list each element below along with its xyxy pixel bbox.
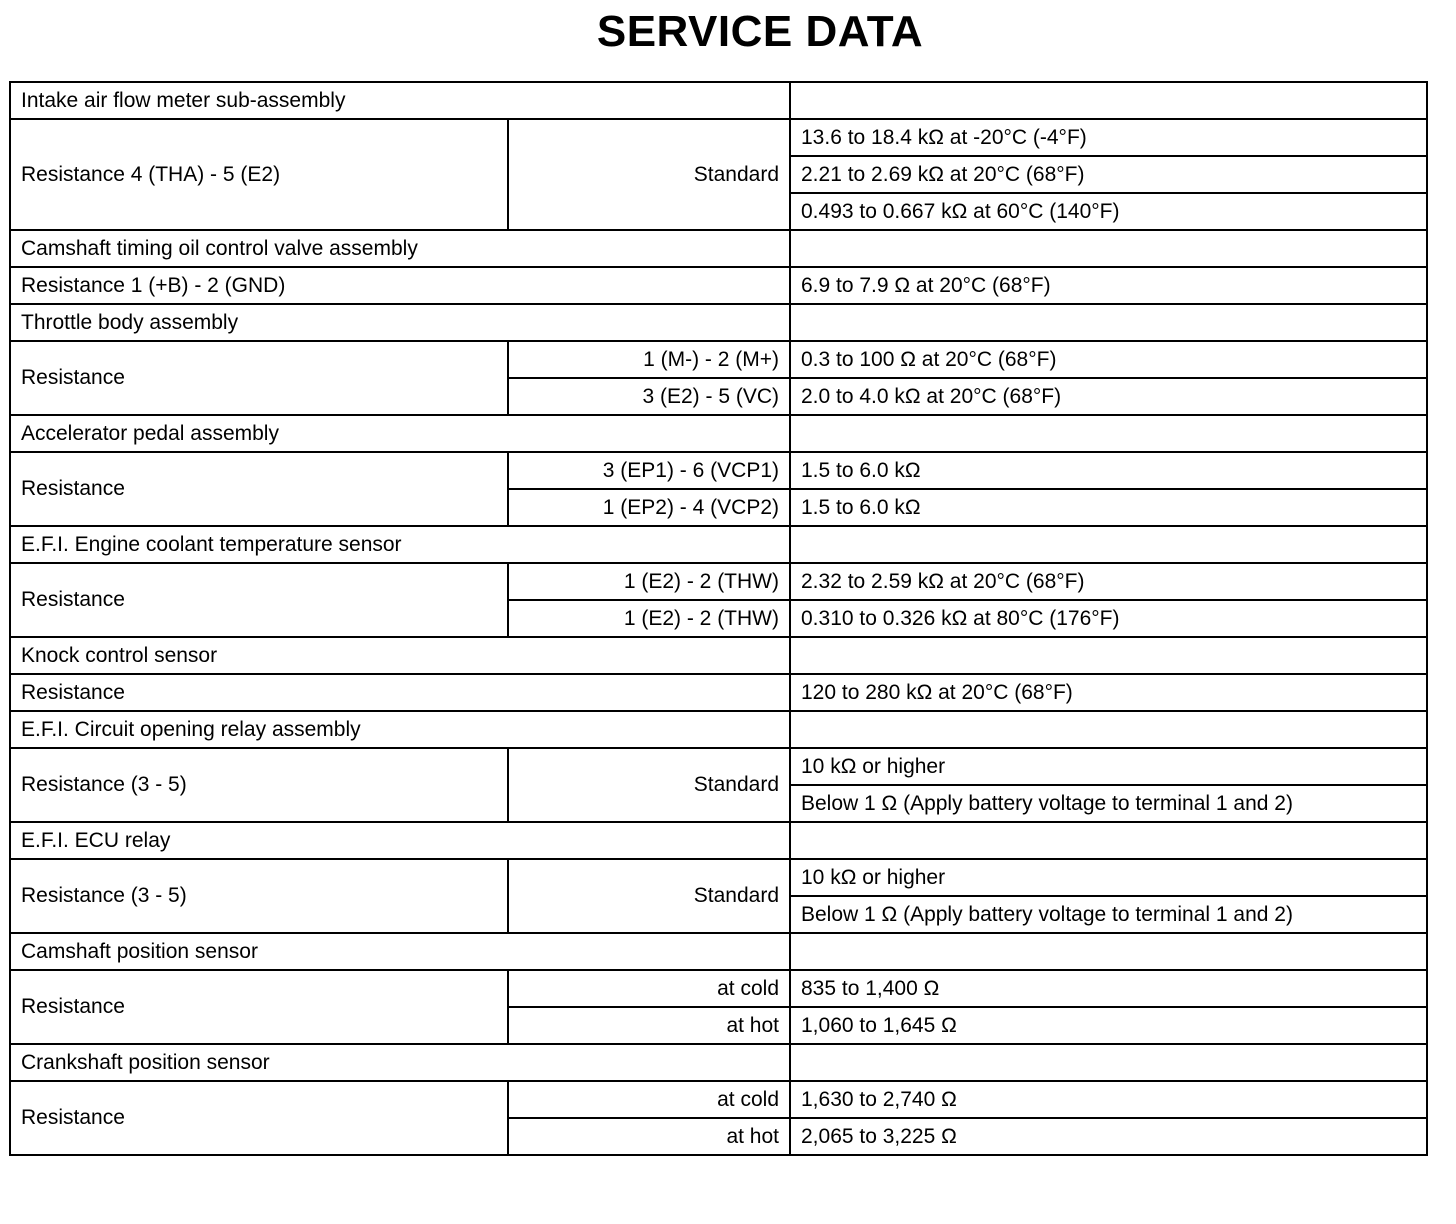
spec-terminals: 1 (E2) - 2 (THW): [508, 563, 790, 600]
spec-label: Resistance: [10, 452, 508, 526]
spec-row: [10, 970, 1427, 1007]
spec-row: [10, 341, 1427, 378]
spec-value: 1,060 to 1,645 Ω: [790, 1007, 1427, 1044]
section-value-empty: [790, 822, 1427, 859]
section-row: [10, 822, 1427, 859]
section-value-empty: [790, 1044, 1427, 1081]
spec-value: 10 kΩ or higher: [790, 859, 1427, 896]
section-row: [10, 82, 1427, 119]
spec-value: Below 1 Ω (Apply battery voltage to terminal 1 and 2): [790, 896, 1427, 933]
spec-row: [10, 1081, 1427, 1118]
section-value-empty: [790, 415, 1427, 452]
spec-label: Resistance (3 - 5): [10, 748, 508, 822]
spec-terminals: 3 (EP1) - 6 (VCP1): [508, 452, 790, 489]
section-label: Intake air flow meter sub-assembly: [10, 82, 790, 119]
section-label: Camshaft position sensor: [10, 933, 790, 970]
spec-value: 1.5 to 6.0 kΩ: [790, 489, 1427, 526]
section-label: E.F.I. Circuit opening relay assembly: [10, 711, 790, 748]
spec-label: Resistance: [10, 563, 508, 637]
spec-value: 835 to 1,400 Ω: [790, 970, 1427, 1007]
spec-row: [10, 859, 1427, 896]
spec-terminals: at hot: [508, 1118, 790, 1155]
section-label: Knock control sensor: [10, 637, 790, 674]
section-label: Throttle body assembly: [10, 304, 790, 341]
spec-condition: Standard: [508, 748, 790, 822]
spec-row: [10, 267, 1427, 304]
spec-row: [10, 748, 1427, 785]
spec-terminals: at hot: [508, 1007, 790, 1044]
spec-value: 0.3 to 100 Ω at 20°C (68°F): [790, 341, 1427, 378]
spec-label: Resistance: [10, 970, 508, 1044]
section-row: [10, 1044, 1427, 1081]
section-label: Crankshaft position sensor: [10, 1044, 790, 1081]
spec-label: Resistance: [10, 341, 508, 415]
spec-label: Resistance 4 (THA) - 5 (E2): [10, 119, 508, 230]
spec-label: Resistance: [10, 1081, 508, 1155]
section-value-empty: [790, 304, 1427, 341]
spec-row: [10, 674, 1427, 711]
spec-value: 1.5 to 6.0 kΩ: [790, 452, 1427, 489]
section-row: [10, 230, 1427, 267]
spec-terminals: 1 (EP2) - 4 (VCP2): [508, 489, 790, 526]
section-label: E.F.I. Engine coolant temperature sensor: [10, 526, 790, 563]
section-label: Accelerator pedal assembly: [10, 415, 790, 452]
section-row: [10, 415, 1427, 452]
spec-terminals: 1 (M-) - 2 (M+): [508, 341, 790, 378]
section-row: [10, 933, 1427, 970]
spec-value: 2.32 to 2.59 kΩ at 20°C (68°F): [790, 563, 1427, 600]
section-value-empty: [790, 711, 1427, 748]
section-row: [10, 304, 1427, 341]
spec-value: 2,065 to 3,225 Ω: [790, 1118, 1427, 1155]
service-data-table-body: [10, 82, 1427, 1155]
spec-value: 1,630 to 2,740 Ω: [790, 1081, 1427, 1118]
spec-terminals: 1 (E2) - 2 (THW): [508, 600, 790, 637]
section-label: Camshaft timing oil control valve assembly: [10, 230, 790, 267]
spec-value: 0.493 to 0.667 kΩ at 60°C (140°F): [790, 193, 1427, 230]
spec-value: 10 kΩ or higher: [790, 748, 1427, 785]
section-row: [10, 637, 1427, 674]
service-data-table: [9, 81, 1428, 1156]
spec-terminals: at cold: [508, 1081, 790, 1118]
section-label: E.F.I. ECU relay: [10, 822, 790, 859]
spec-condition: Standard: [508, 859, 790, 933]
spec-condition: Standard: [508, 119, 790, 230]
spec-value: 2.21 to 2.69 kΩ at 20°C (68°F): [790, 156, 1427, 193]
spec-terminals: 3 (E2) - 5 (VC): [508, 378, 790, 415]
spec-value: 2.0 to 4.0 kΩ at 20°C (68°F): [790, 378, 1427, 415]
section-value-empty: [790, 526, 1427, 563]
section-value-empty: [790, 230, 1427, 267]
spec-value: 120 to 280 kΩ at 20°C (68°F): [790, 674, 1427, 711]
section-row: [10, 526, 1427, 563]
page-title: SERVICE DATA: [596, 7, 924, 56]
section-value-empty: [790, 637, 1427, 674]
spec-value: 6.9 to 7.9 Ω at 20°C (68°F): [790, 267, 1427, 304]
spec-value: 13.6 to 18.4 kΩ at -20°C (-4°F): [790, 119, 1427, 156]
spec-value: 0.310 to 0.326 kΩ at 80°C (176°F): [790, 600, 1427, 637]
spec-row: [10, 119, 1427, 156]
spec-value: Below 1 Ω (Apply battery voltage to terminal 1 and 2): [790, 785, 1427, 822]
spec-row: [10, 563, 1427, 600]
spec-label: Resistance 1 (+B) - 2 (GND): [10, 267, 790, 304]
spec-label: Resistance (3 - 5): [10, 859, 508, 933]
section-value-empty: [790, 82, 1427, 119]
spec-row: [10, 452, 1427, 489]
section-value-empty: [790, 933, 1427, 970]
spec-terminals: at cold: [508, 970, 790, 1007]
section-row: [10, 711, 1427, 748]
spec-label: Resistance: [10, 674, 790, 711]
